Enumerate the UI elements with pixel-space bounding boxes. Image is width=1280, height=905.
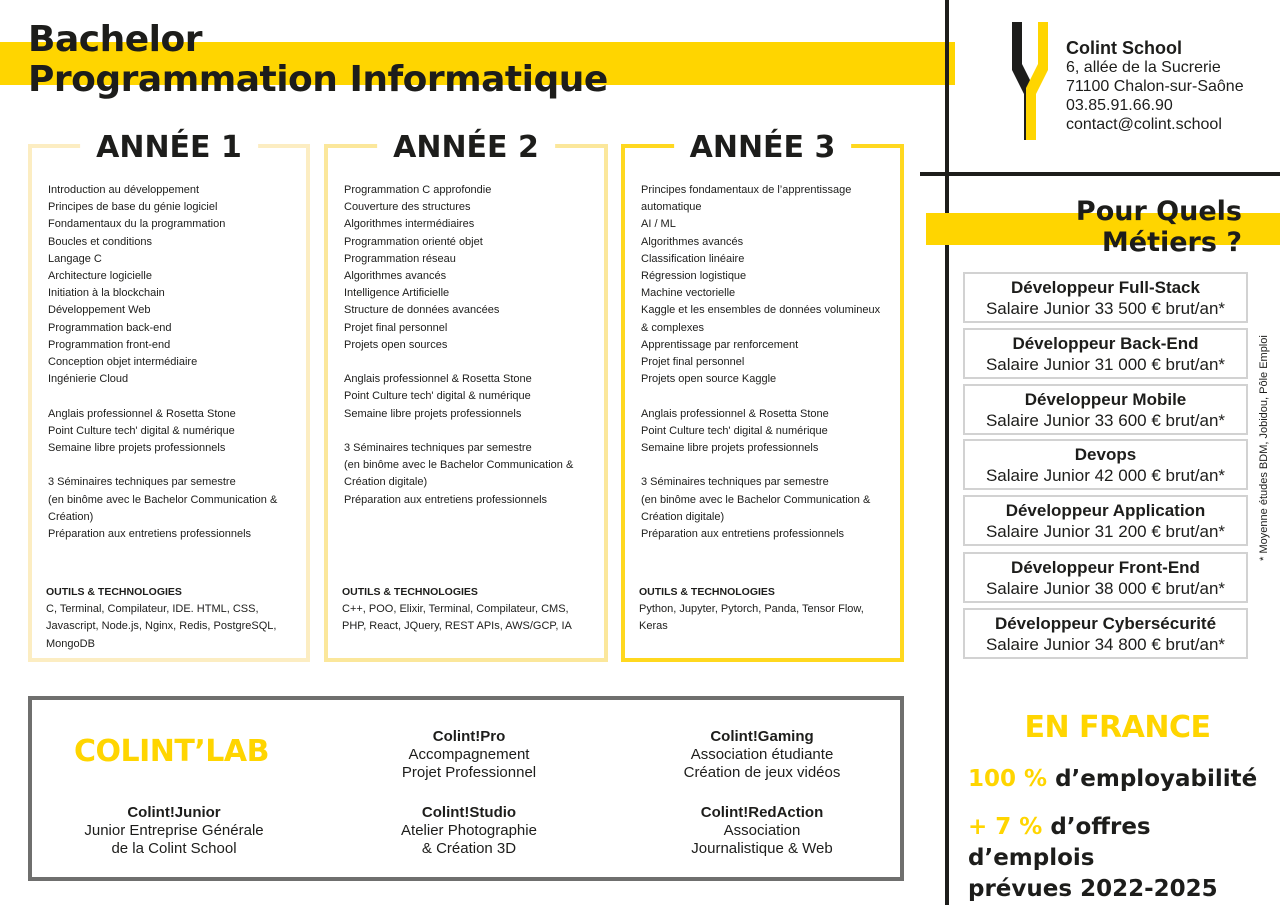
- year-1-heading: ANNÉE 1: [80, 130, 258, 166]
- page-title-line2: Programmation Informatique: [28, 59, 608, 100]
- school-name: Colint School: [1066, 38, 1182, 58]
- course-item: & complexes: [641, 321, 704, 334]
- course-item: Machine vectorielle: [641, 287, 736, 300]
- course-item: Préparation aux entretiens professionnels: [344, 493, 548, 506]
- year-3-tools: [639, 584, 890, 636]
- year-3-heading: ANNÉE 3: [674, 130, 852, 166]
- course-item: Intelligence Artificielle: [344, 287, 450, 300]
- course-item: Langage C: [48, 252, 102, 265]
- tools-list: C, Terminal, Compilateur, IDE. HTML, CSS, Javascript, Node.js, Nginx, Redis, PostgreSQL, MongoDB: [46, 603, 277, 650]
- course-item: Initiation à la blockchain: [48, 287, 165, 300]
- course-item: Création digitale): [344, 476, 428, 489]
- course-item: Projets open sources: [344, 338, 448, 351]
- school-address-line1: 6, allée de la Sucrerie: [1066, 59, 1221, 76]
- job-salary: Salaire Junior 31 000 € brut/an*: [985, 355, 1226, 374]
- course-item: 3 Séminaires techniques par semestre: [641, 476, 829, 489]
- employability-value: 100 %: [968, 766, 1048, 792]
- year-3-course-list: [641, 182, 890, 543]
- job-name: Développeur Mobile: [1024, 390, 1187, 409]
- job-salary: Salaire Junior 42 000 € brut/an*: [985, 466, 1226, 485]
- colint-logo-icon: [1012, 22, 1048, 140]
- year-3-card: [621, 130, 904, 662]
- job-card: [963, 552, 1248, 603]
- course-item: Programmation réseau: [344, 252, 456, 265]
- course-item: [641, 457, 890, 474]
- jobs-title-line1: Pour Quels: [1075, 196, 1242, 227]
- job-name: Développeur Cybersécurité: [994, 614, 1217, 633]
- year-1-course-list: [48, 182, 296, 543]
- tools-title: OUTILS & TECHNOLOGIES: [46, 586, 182, 598]
- course-item: [641, 388, 890, 405]
- club-line: Association: [723, 822, 801, 839]
- employability-label: d’employabilité: [1055, 766, 1258, 792]
- club-colint-junior: [44, 804, 304, 858]
- course-item: Semaine libre projets professionnels: [48, 442, 226, 455]
- course-item: Algorithmes avancés: [344, 270, 447, 283]
- course-item: Programmation front-end: [48, 338, 171, 351]
- course-item: Programmation orienté objet: [344, 235, 483, 248]
- job-card: [963, 495, 1248, 546]
- course-item: automatique: [641, 201, 702, 214]
- course-item: Anglais professionnel & Rosetta Stone: [344, 373, 532, 386]
- course-item: Création): [48, 510, 94, 523]
- year-2-course-list: [344, 182, 594, 509]
- course-item: Kaggle et les ensembles de données volumineux: [641, 304, 881, 317]
- club-colint-pro: [339, 728, 599, 782]
- colint-lab-title: COLINT’LAB: [74, 734, 269, 769]
- job-offers-label: d’offres d’emplois: [968, 814, 1151, 871]
- course-item: Conception objet intermédiaire: [48, 356, 198, 369]
- school-contact-block: [1066, 38, 1244, 134]
- school-email[interactable]: contact@colint.school: [1066, 116, 1222, 133]
- course-item: Apprentissage par renforcement: [641, 338, 799, 351]
- course-item: Anglais professionnel & Rosetta Stone: [641, 407, 829, 420]
- tools-title: OUTILS & TECHNOLOGIES: [639, 586, 775, 598]
- job-name: Développeur Front-End: [1011, 558, 1200, 577]
- vertical-divider: [945, 0, 949, 905]
- course-item: Fondamentaux du la programmation: [48, 218, 226, 231]
- horizontal-divider: [920, 172, 1280, 176]
- course-item: [344, 423, 594, 440]
- course-item: Projet final personnel: [344, 321, 448, 334]
- course-item: Algorithmes intermédiaires: [344, 218, 475, 231]
- course-item: 3 Séminaires techniques par semestre: [48, 476, 236, 489]
- course-item: AI / ML: [641, 218, 676, 231]
- club-line: & Création 3D: [421, 840, 517, 857]
- course-item: (en binôme avec le Bachelor Communication &: [641, 493, 871, 506]
- job-salary: Salaire Junior 38 000 € brut/an*: [985, 579, 1226, 598]
- course-item: Point Culture tech' digital & numérique: [344, 390, 531, 403]
- tools-list: Python, Jupyter, Pytorch, Panda, Tensor Flow, Keras: [639, 603, 864, 633]
- club-line: Association étudiante: [690, 746, 834, 763]
- club-name: Colint!RedAction: [700, 804, 824, 821]
- course-item: Architecture logicielle: [48, 270, 152, 283]
- jobs-title-line2: Métiers ?: [1101, 227, 1242, 258]
- job-card: [963, 384, 1248, 435]
- course-item: Algorithmes avancés: [641, 235, 744, 248]
- page-title: [28, 20, 608, 100]
- job-card: [963, 608, 1248, 659]
- course-item: Principes de base du génie logiciel: [48, 201, 218, 214]
- jobs-section-title: [1076, 196, 1242, 258]
- course-item: Point Culture tech' digital & numérique: [48, 424, 235, 437]
- course-item: Ingénierie Cloud: [48, 373, 129, 386]
- job-salary: Salaire Junior 33 600 € brut/an*: [985, 411, 1226, 430]
- course-item: (en binôme avec le Bachelor Communication &: [344, 459, 574, 472]
- course-item: Développement Web: [48, 304, 151, 317]
- course-item: Projet final personnel: [641, 356, 745, 369]
- year-2-card: [324, 130, 608, 662]
- course-item: Création digitale): [641, 510, 725, 523]
- job-card: [963, 439, 1248, 490]
- colint-lab-panel: [28, 696, 904, 881]
- job-offers-stat: [968, 812, 1280, 905]
- job-name: Développeur Full-Stack: [1011, 278, 1200, 297]
- job-salary: Salaire Junior 34 800 € brut/an*: [985, 635, 1226, 654]
- job-offers-period: prévues 2022-2025: [968, 876, 1218, 902]
- club-colint-redaction: [632, 804, 892, 858]
- course-item: Programmation C approfondie: [344, 184, 492, 196]
- club-line: Projet Professionnel: [401, 764, 537, 781]
- salary-footnote: * Moyenne études BDM, Jobidou, Pôle Emploi: [1258, 335, 1270, 561]
- job-salary: Salaire Junior 31 200 € brut/an*: [985, 522, 1226, 541]
- course-item: [344, 354, 594, 371]
- course-item: 3 Séminaires techniques par semestre: [344, 442, 532, 455]
- school-phone[interactable]: 03.85.91.66.90: [1066, 97, 1173, 114]
- course-item: Boucles et conditions: [48, 235, 152, 248]
- job-name: Devops: [1074, 445, 1137, 464]
- course-item: Classification linéaire: [641, 252, 745, 265]
- course-item: Introduction au développement: [48, 184, 200, 196]
- job-card: [963, 328, 1248, 379]
- job-card: [963, 272, 1248, 323]
- year-1-card: [28, 130, 310, 662]
- club-line: Accompagnement: [408, 746, 530, 763]
- course-item: Semaine libre projets professionnels: [641, 442, 819, 455]
- course-item: Régression logistique: [641, 270, 747, 283]
- course-item: Préparation aux entretiens professionnels: [48, 528, 252, 541]
- club-colint-studio: [339, 804, 599, 858]
- tools-title: OUTILS & TECHNOLOGIES: [342, 586, 478, 598]
- club-line: Journalistique & Web: [691, 840, 833, 857]
- course-item: Semaine libre projets professionnels: [344, 407, 522, 420]
- year-2-tools: [342, 584, 594, 636]
- tools-list: C++, POO, Elixir, Terminal, Compilateur, CMS, PHP, React, JQuery, REST APIs, AWS/GCP, IA: [342, 603, 572, 633]
- employability-stat: [968, 764, 1257, 795]
- course-item: (en binôme avec le Bachelor Communication &: [48, 493, 278, 506]
- course-item: Couverture des structures: [344, 201, 471, 214]
- club-line: Atelier Photographie: [401, 822, 537, 839]
- year-1-tools: [46, 584, 296, 653]
- page-title-line1: Bachelor: [28, 19, 202, 60]
- year-2-heading: ANNÉE 2: [377, 130, 555, 166]
- club-name: Colint!Gaming: [710, 728, 814, 745]
- club-line: de la Colint School: [111, 840, 237, 857]
- course-item: [48, 457, 296, 474]
- course-item: Point Culture tech' digital & numérique: [641, 424, 828, 437]
- club-name: Colint!Pro: [432, 728, 506, 745]
- job-offers-value: + 7 %: [968, 814, 1043, 840]
- club-name: Colint!Studio: [421, 804, 517, 821]
- club-colint-gaming: [632, 728, 892, 782]
- club-line: Création de jeux vidéos: [683, 764, 841, 781]
- course-item: [48, 388, 296, 405]
- club-name: Colint!Junior: [127, 804, 221, 821]
- course-item: Préparation aux entretiens professionnels: [641, 528, 845, 541]
- club-line: Junior Entreprise Générale: [84, 822, 264, 839]
- school-address-line2: 71100 Chalon-sur-Saône: [1066, 78, 1244, 95]
- course-item: Structure de données avancées: [344, 304, 500, 317]
- course-item: Anglais professionnel & Rosetta Stone: [48, 407, 236, 420]
- france-title: EN FRANCE: [1024, 710, 1211, 745]
- course-item: Principes fondamentaux de l’apprentissage: [641, 184, 852, 196]
- course-item: Projets open source Kaggle: [641, 373, 777, 386]
- job-salary: Salaire Junior 33 500 € brut/an*: [985, 299, 1226, 318]
- job-name: Développeur Back-End: [1012, 334, 1199, 353]
- course-item: Programmation back-end: [48, 321, 172, 334]
- job-name: Développeur Application: [1005, 501, 1206, 520]
